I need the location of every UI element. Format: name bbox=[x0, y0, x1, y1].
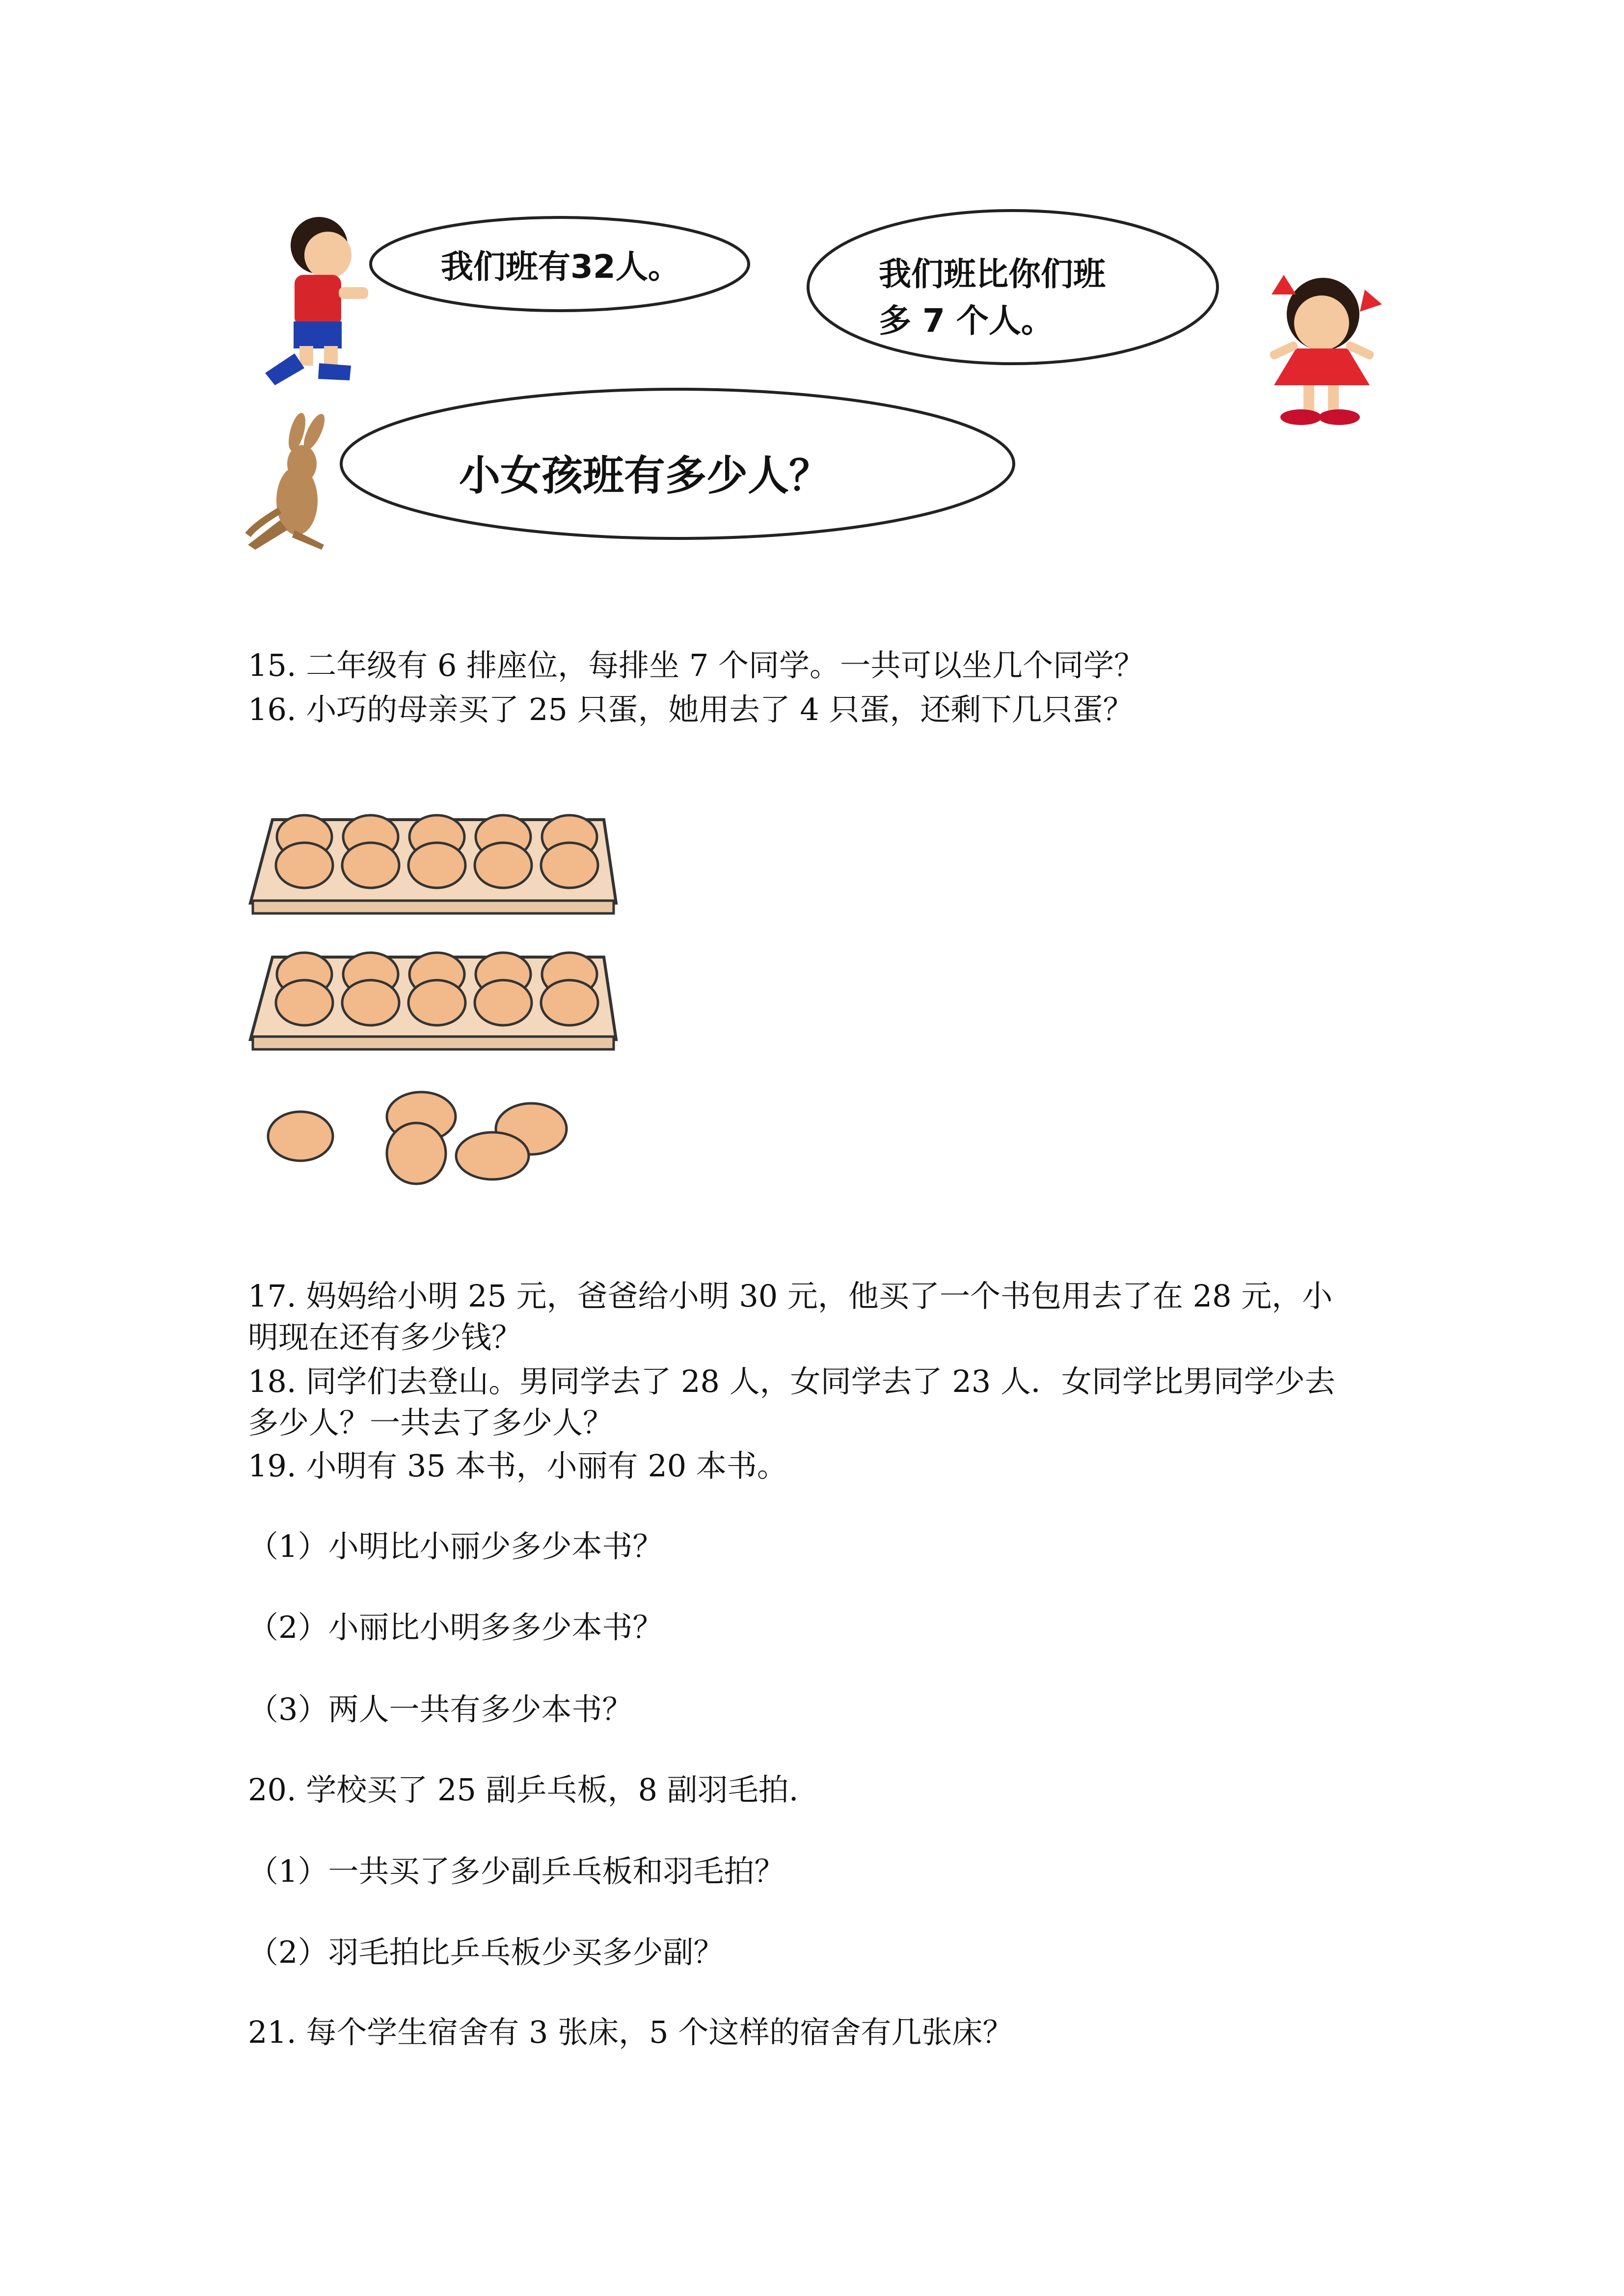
egg bbox=[475, 980, 532, 1025]
question-15: 15. 二年级有 6 排座位，每排坐 7 个同学。一共可以坐几个同学？ bbox=[248, 647, 1145, 683]
question-18-line2: 多少人？一共去了多少人？ bbox=[248, 1405, 614, 1441]
kangaroo-figure bbox=[248, 411, 329, 550]
egg bbox=[408, 843, 465, 888]
egg bbox=[276, 980, 333, 1025]
question-20: 20. 学校买了 25 副乒乓板，8 副羽毛拍. bbox=[248, 1772, 799, 1808]
question-19-part3: （3）两人一共有多少本书？ bbox=[248, 1691, 633, 1727]
boy-bubble-text: 我们班有32人。 bbox=[441, 248, 680, 286]
egg bbox=[475, 843, 532, 888]
egg bbox=[541, 843, 598, 888]
egg bbox=[342, 843, 399, 888]
loose-egg bbox=[387, 1123, 446, 1184]
egg bbox=[408, 980, 465, 1025]
question-21: 21. 每个学生宿舍有 3 张床，5 个这样的宿舍有几张床？ bbox=[248, 2014, 1013, 2050]
egg bbox=[276, 843, 333, 888]
question-17-line2: 明现在还有多少钱？ bbox=[248, 1319, 522, 1355]
girl-figure bbox=[1269, 275, 1382, 425]
question-16: 16. 小巧的母亲买了 25 只蛋，她用去了 4 只蛋，还剩下几只蛋？ bbox=[248, 692, 1134, 727]
boy-figure bbox=[265, 217, 368, 385]
question-20-part2: （2）羽毛拍比乒乓板少买多少副？ bbox=[248, 1934, 724, 1970]
egg-group bbox=[268, 815, 598, 1184]
girl-bubble-text-line2: 多 7 个人。 bbox=[879, 302, 1054, 340]
egg bbox=[541, 980, 598, 1025]
question-19-part2: （2）小丽比小明多多少本书？ bbox=[248, 1609, 663, 1645]
question-20-part1: （1）一共买了多少副乒乓板和羽毛拍？ bbox=[248, 1853, 785, 1889]
question-17-line1: 17. 妈妈给小明 25 元，爸爸给小明 30 元，他买了一个书包用去了在 28 元，小 bbox=[248, 1278, 1333, 1314]
question-18-line1: 18. 同学们去登山。男同学去了 28 人，女同学去了 23 人．女同学比男同学少去 bbox=[248, 1363, 1335, 1399]
loose-egg bbox=[456, 1132, 529, 1179]
kangaroo-bubble-text: 小女孩班有多少人？ bbox=[459, 452, 831, 500]
girl-bubble-text-line1: 我们班比你们班 bbox=[879, 255, 1106, 293]
loose-egg bbox=[268, 1112, 333, 1161]
egg bbox=[342, 980, 399, 1025]
question-19: 19. 小明有 35 本书，小丽有 20 本书。 bbox=[248, 1448, 787, 1484]
question-19-part1: （1）小明比小丽少多少本书？ bbox=[248, 1528, 663, 1564]
